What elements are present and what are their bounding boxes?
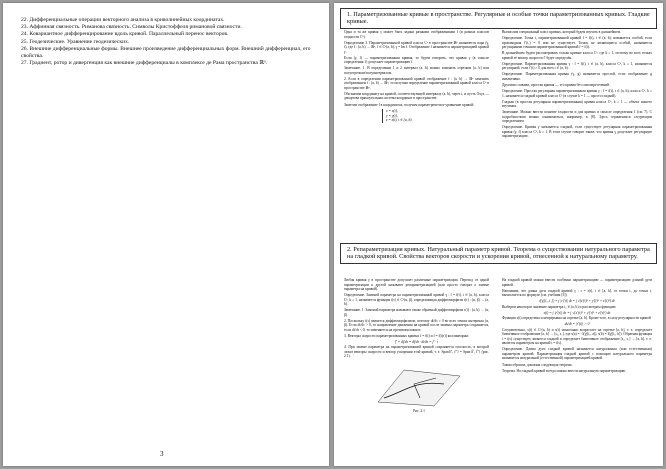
- paragraph: Определение. Заменой параметра на параметризованной кривой γ : f = f(t), t ∈ (a, b), класса Cᵏ, k ≥ 1, называется функция t(τ) ∈ Cᵏ(α, β), определяющая диффеоморфизм t(τ) : (α, β) → (a, b).: [344, 293, 489, 307]
- toc-item: 22. Дифференциальные операции векторного анализа в криволинейных координатах.: [21, 17, 225, 23]
- equation: z = z(t), t ∈ (a, b).: [386, 118, 413, 123]
- paragraph: Определение 3. Параметризованной кривой класса Cᵏ в пространстве ℝⁿ называется пара (γ, f), где f : (a, b) → ℝⁿ, f ∈ Cᵏ(a, b), γ = Im f. Отображение f называется параметризацией кривой γ.: [344, 40, 489, 54]
- table-of-contents: [21, 17, 321, 67]
- section-1-heading: 1. Параметризованные кривые в пространстве. Регулярные и особые точки параметризованных кривых. Гладкие кривые.: [340, 8, 657, 29]
- paragraph: Следовательно, s(t) ∈ Cᵏ(a, b) и s(t) монотонно возрастает на отрезке [a, b], т. е. определяет биективное отображение [a, b] → [s₀, s₁], где s(a) = −l(γ|[t₀, a]), s(b) = l(γ|[t₀, b]). Обратная функция t = t(s) существует, является гладкой и определяет биективное отображение [s₀, s₁] → [a, b], т. е. является параметром на кривой t = t(s).: [502, 327, 652, 346]
- toc-item: 26. Внешние дифференциальные формы. Внешнее произведение дифференциальных форм. Внешний дифференциал, его свойства.: [21, 45, 311, 60]
- paragraph: На гладкой кривой можно ввести особенно параметризацию — параметризацию длиной дуги кривой.: [502, 278, 652, 287]
- paragraph: Определение. Параметризованная кривая (γ, g) называется простой, если отображение g инъективно.: [502, 72, 652, 81]
- section-1-right-column: [502, 30, 652, 140]
- paragraph: Таким образом, доказана следующая теорема.: [502, 362, 573, 367]
- paragraph: Замечание. 1. В определении 1 и 2 интервал (a, b) можно заменить отрезком [a, b] или полуотрезком/полуинтервалом.: [344, 66, 489, 75]
- section-2-right-column: [502, 278, 652, 375]
- right-page: [334, 3, 663, 466]
- velocity-formula: f̄′ = df/dτ = df/dt · dt/dτ = f′ · ṫ: [395, 339, 438, 344]
- paragraph: Замечание. 1. Заменой параметра называют также обратный диффеоморфизм τ(t) : (a, b) → (α, β).: [344, 308, 489, 317]
- paragraph: 3. Векторы скорости параметризованных кривых f = f(t) и f = f(t(τ)) коллинеарны:: [344, 333, 469, 338]
- derivative-formula: ds/dt = |r′(t)| > 0: [564, 322, 590, 327]
- toc-item: 24. Ковариантное дифференцирование вдоль кривой. Параллельный перенос векторов.: [21, 31, 229, 38]
- paragraph: Замечание. Можно ввести понятие гладкости и для кривых в смысле определения 1 (см. 7). С подробностями можно ознакомиться, например, в [8]. Здесь ограничимся следующим определением.: [502, 110, 652, 124]
- parametric-system: [382, 109, 436, 123]
- paragraph: 4. При замене параметра на параметризованной кривой сохраняется плоскость, в которой лежат векторы скорости и вектор ускорения этой кривой, т. е. Span{f′, f″} = Span{f̄′, f̄″} (рис. 2.1).: [344, 345, 489, 359]
- paragraph: Напомним, что длина дуги гладкой кривой γ : r = r(t), t ∈ [a, b], от точки t₀ до точки t₁ вычисляется по формуле (см. учебник [3]): [502, 288, 652, 298]
- paragraph: Заметим отображение f в координатах, получим параметрическое уравнение кривой:: [344, 102, 475, 107]
- paragraph: В дальнейшем будем рассматривать только кривые класса Cᵏ, где k ≥ 1, поэтому во всех точках кривой её вектор скорости f′ будет определён.: [502, 51, 652, 60]
- arc-length-function: s(t) = ∫ |r′(τ)| dτ = ∫ √(x′(τ)² + y′(τ)² + z′(τ)²) dτ: [543, 310, 611, 315]
- left-page: [3, 3, 329, 466]
- toc-item: 25. Геодезические. Уравнение геодезических.: [21, 38, 130, 45]
- section-2-heading: 2. Репараметризация кривых. Натуральный параметр кривой. Теорема о существовании натурального параметра на гладкой кривой. Свойства векторов скорости и ускорения кривой, отнесенной к натуральному параметру.: [340, 243, 657, 264]
- paragraph: Выберем некоторое значение параметра t₀ ∈ (a, b) и рассмотрим функцию: [502, 304, 616, 309]
- paragraph: Теорема. На гладкой кривой всегда можно ввести натуральную параметризацию.: [502, 368, 627, 373]
- paragraph: Вычислим специальный класс кривых, который будем изучать в дальнейшем.: [502, 30, 622, 34]
- paragraph: Функция s(t) определена и непрерывна на отрезке [a, b]. Кроме того, в силу регулярности кривой: [502, 316, 651, 321]
- paragraph: Если (γ, f) — параметризованная кривая, то будем говорить, что кривая γ (в смысле определения 1) допускает параметризацию f.: [344, 55, 489, 65]
- paragraph: Другими словами, простая кривая — это кривая без самопересечений.: [502, 82, 610, 87]
- section-2-left-column: [344, 278, 489, 414]
- figure-2-1: [374, 362, 464, 414]
- arc-length-formula: l(γ|[t₀, t₁]) = ∫ |r′(t)| dt = ∫ √(x′(t)² + y′(t)² + z′(t)²) dt: [539, 299, 615, 304]
- curve-diagram: [374, 362, 464, 408]
- toc-item: 27. Градиент, ротор и дивергенция как внешние дифференциалы в комплексе де Рама пространства ℝ³.: [21, 60, 267, 67]
- paragraph: Определение. Параметризованная кривая γ : f = f(t), t ∈ (a, b), класса Cᵏ, k ≥ 1, называется регулярной, если f′(t) ≠ 0 для всех t ∈ (a, b).: [502, 61, 652, 71]
- paragraph: Обозначим координату на кривой, соответствующей интервалу (a, b), через t, и пусть Oxyz — декартова прямоугольная система координат в пространстве.: [344, 91, 489, 101]
- paragraph: 2. Поскольку t(τ) является диффеоморфизмом, поэтому dt/dτ ≠ 0 во всех точках интервала (α, β). Если dt/dτ > 0, то направление движения на кривой после замены параметра сохраняется, если dt/dτ < 0, то изменяется на противоположное.: [344, 318, 489, 332]
- toc-item: 23. Аффинная связность. Риманова связность. Символы Кристоффеля римановой связности.: [21, 24, 242, 31]
- paragraph: Одна и та же кривая γ может быть задана разными отображениями f (и разных классов гладкости Cᵏ).: [344, 30, 489, 39]
- section-1-left-column: [344, 30, 489, 125]
- figure-caption: Рис. 2.1: [413, 409, 425, 414]
- paragraph: Любая кривая γ в пространстве допускает различные параметризации. Переход от одной параметризации к другой называют репараметризацией (или просто говорят о замене параметра на кривой).: [344, 278, 489, 291]
- paragraph: Определение. Длина дуги гладкой кривой называется натуральным (или естественным) параметром кривой. Параметризация гладкой кривой с помощью натурального параметра называется натуральной (естественной) параметризацией кривой.: [502, 347, 652, 361]
- equation: x = x(t),: [386, 109, 398, 114]
- paragraph: Определение. Точка t₀ параметризованной кривой f = f(t), t ∈ (a, b), называется особой, если производная f′(t₀) = 0 или не существует. Точки, не являющиеся особой, называются регулярными точками параметризованной кривой f = f(t).: [502, 36, 652, 50]
- paragraph: Определение. Кривая γ называется гладкой, если существует регулярная параметризованная кривая (γ, f) класса Cᵏ, k ≥ 1. В этом случае говорят также, что кривая γ допускает регулярную параметризацию.: [502, 125, 652, 139]
- equation: y = y(t),: [386, 113, 398, 118]
- paragraph: Определение. Простая регулярная параметризованная кривая γ : f = f(t), t ∈ (a, b), класса Cᵏ, k ≥ 1, называется гладкой кривой класса Cᵏ (в случае k = 1 — просто гладкой).: [502, 89, 652, 98]
- paragraph: 2. Если в определении параметризованной кривой отображение f : (a, b) → ℝⁿ заменить отображением f : (a, b) → ℝⁿ, то получим определение параметризованной кривой класса Cᵏ в пространстве ℝⁿ.: [344, 76, 489, 90]
- page-number: 3: [160, 450, 164, 458]
- paragraph: Гладкая (в простая регулярная параметризованная) кривая класса Cᵏ, k ≥ 1 — объект нашего изучения.: [502, 99, 652, 109]
- plane-shape: [378, 370, 460, 406]
